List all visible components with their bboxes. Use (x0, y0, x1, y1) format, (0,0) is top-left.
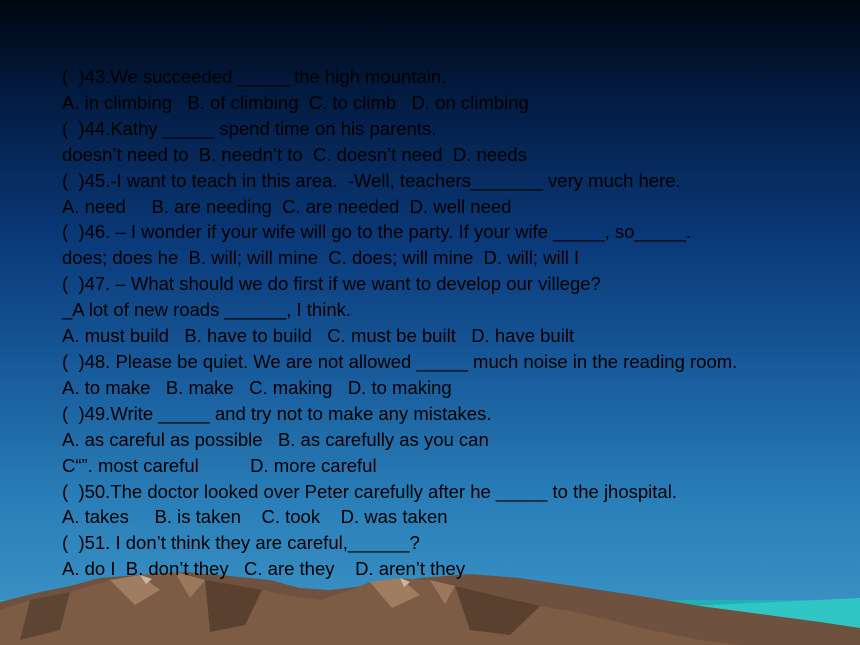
question-46-stem: ( )46. – I wonder if your wife will go to the party. If your wife _____, so_____. (62, 221, 691, 243)
question-51-options: A. do I B. don’t they C. are they D. aren’t they (62, 558, 466, 580)
question-51-stem: ( )51. I don’t think they are careful,______? (62, 532, 420, 554)
question-44-stem: ( )44.Kathy _____ spend time on his parents. (62, 117, 437, 139)
question-47-response: _A lot of new roads ______, I think. (62, 299, 351, 321)
question-list (62, 64, 857, 582)
question-49-stem: ( )49.Write _____ and try not to make any mistakes. (62, 402, 492, 424)
question-49-options-ab: A. as careful as possible B. as carefully as you can (62, 428, 489, 450)
question-48-stem: ( )48. Please be quiet. We are not allowed _____ much noise in the reading room. (62, 350, 738, 372)
question-43-stem: ( )43.We succeeded _____ the high mountain. (62, 66, 447, 87)
question-48-options: A. to make B. make C. making D. to making (62, 376, 452, 398)
question-43-options: A. in climbing B. of climbing C. to climb D. on climbing (62, 91, 529, 113)
question-45-options: A. need B. are needing C. are needed D. well need (62, 195, 512, 217)
question-50-options: A. takes B. is taken C. took D. was taken (62, 506, 448, 528)
question-47-stem: ( )47. – What should we do first if we want to develop our villege? (62, 273, 601, 295)
question-50-stem: ( )50.The doctor looked over Peter carefully after he _____ to the jhospital. (62, 480, 677, 502)
question-44-options: doesn’t need to B. needn’t to C. doesn’t need D. needs (62, 143, 527, 165)
question-46-options: does; does he B. will; will mine C. does; will mine D. will; will I (62, 247, 580, 269)
question-49-options-cd: C“”. most careful D. more careful (62, 454, 377, 476)
question-47-options: A. must build B. have to build C. must be built D. have built (62, 325, 575, 347)
question-45-stem: ( )45.-I want to teach in this area. -Well, teachers_______ very much here. (62, 169, 681, 191)
